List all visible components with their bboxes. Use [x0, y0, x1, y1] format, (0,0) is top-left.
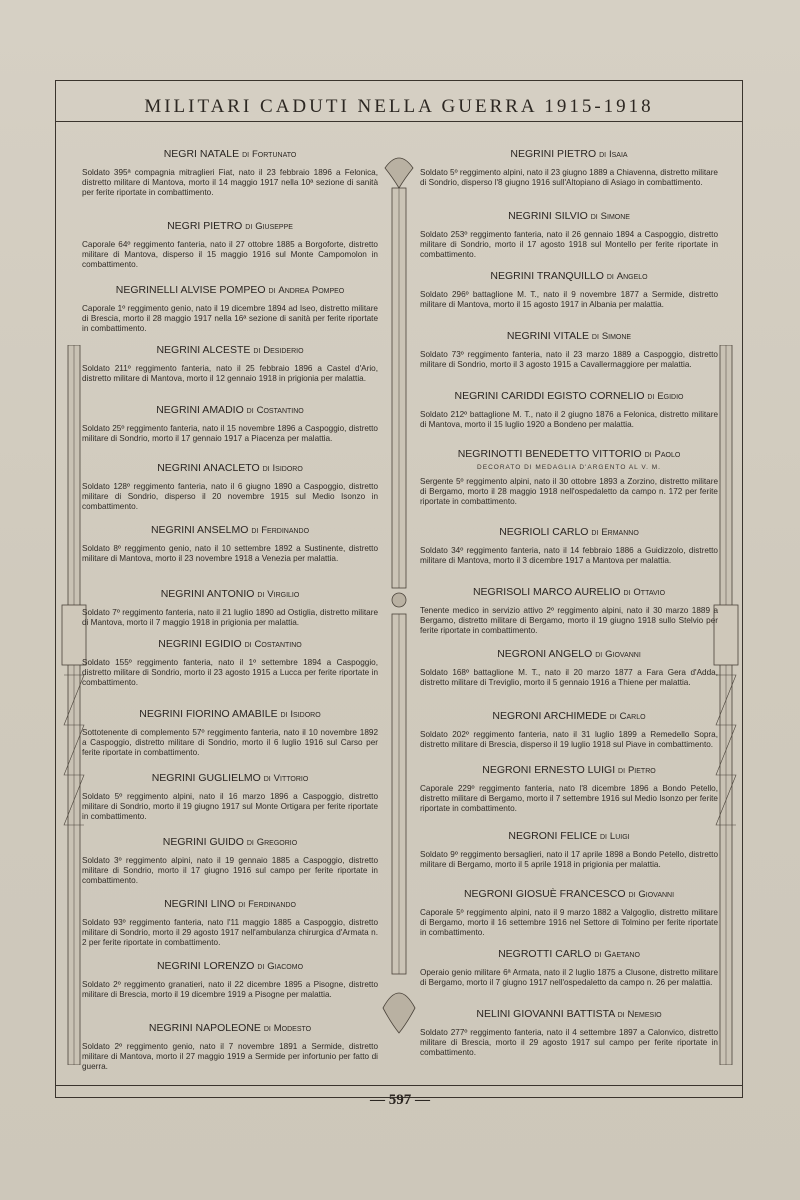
- casualty-bio: Soldato 202º reggimento fanteria, nato il 31 luglio 1899 a Remedello Sopra, distretto militare di Brescia, disperso il 19 luglio 1918 sul Piave in combattimento.: [420, 730, 718, 749]
- casualty-entry: [420, 888, 718, 937]
- casualty-surname: NEGRINI NAPOLEONE: [148, 1022, 261, 1034]
- casualty-di: di: [600, 831, 607, 842]
- casualty-di: di: [644, 449, 652, 460]
- casualty-surname: NEGRINI LINO: [164, 898, 236, 910]
- casualty-surname: NEGRINI SILVIO: [508, 210, 588, 222]
- casualty-name: [82, 960, 378, 972]
- casualty-name: [420, 710, 718, 722]
- casualty-bio: Sottotenente di complemento 57º reggimento fanteria, nato il 10 novembre 1892 a Caspoggio, distretto militare di Sondrio, morto il 6 luglio 1916 sul Carso per ferite riportate in combattimento.: [82, 728, 378, 757]
- casualty-entry: [82, 836, 378, 885]
- casualty-bio: Soldato 155º reggimento fanteria, nato il 1º settembre 1894 a Caspoggio, distretto militare di Sondrio, morto il 23 agosto 1915 a Lucca per ferite riportate in combattimento.: [82, 658, 378, 687]
- casualty-name: [82, 708, 378, 720]
- casualty-father: Fortunato: [252, 149, 297, 160]
- casualty-surname: NEGRONI GIOSUÈ FRANCESCO: [463, 888, 626, 900]
- casualty-bio: Soldato 5º reggimento alpini, nato il 16 marzo 1896 a Caspoggio, distretto militare di Sondrio, morto il 19 giugno 1917 sul Monte Ortigara per ferite riportate in combattimento.: [82, 792, 378, 821]
- casualty-father: Luigi: [609, 831, 630, 842]
- casualty-name: [82, 1022, 378, 1034]
- casualty-di: di: [628, 889, 636, 900]
- casualty-bio: Soldato 7º reggimento fanteria, nato il 21 luglio 1890 ad Ostiglia, distretto militare di Mantova, morto il 7 maggio 1918 in prigionia per malattia.: [82, 608, 378, 627]
- casualty-father: Vittorio: [273, 773, 309, 784]
- casualty-entry: [82, 524, 378, 564]
- casualty-entry: [420, 148, 718, 188]
- casualty-name: [82, 524, 378, 536]
- casualty-father: Simone: [600, 211, 630, 222]
- casualty-di: di: [280, 709, 288, 720]
- casualty-bio: Soldato 277º reggimento fanteria, nato il 4 settembre 1897 a Calonvico, distretto militare di Brescia, morto il 29 agosto 1917 sul campo per ferite riportate in combattimento.: [420, 1028, 718, 1057]
- casualty-di: di: [595, 649, 603, 660]
- casualty-di: di: [242, 149, 250, 160]
- casualty-father: Ottavio: [633, 587, 666, 598]
- casualty-bio: Operaio genio militare 6ª Armata, nato il 2 luglio 1875 a Clusone, distretto militare di Bergamo, morto il 7 giugno 1917 nell'ospedaletto da campo n. 26 per malattia.: [420, 968, 718, 987]
- casualty-surname: NEGRINI ANSELMO: [150, 524, 249, 536]
- casualty-father: Isidoro: [290, 709, 321, 720]
- casualty-name: [82, 148, 378, 160]
- casualty-bio: Soldato 212º battaglione M. T., nato il 2 giugno 1876 a Felonica, distretto militare di Mantova, morto il 15 luglio 1920 a Bondeno per malattia.: [420, 410, 718, 429]
- casualty-father: Isidoro: [272, 463, 303, 474]
- casualty-father: Ferdinando: [261, 525, 310, 536]
- casualty-di: di: [244, 639, 252, 650]
- casualty-entry: [82, 960, 378, 1000]
- casualty-name: [420, 148, 718, 160]
- casualty-bio: Soldato 34º reggimento fanteria, nato il 14 febbraio 1886 a Guidizzolo, distretto militare di Mantova, morto il 3 dicembre 1917 a Mantova per malattia.: [420, 546, 718, 565]
- casualty-father: Gregorio: [256, 837, 298, 848]
- casualty-name: [82, 898, 378, 910]
- casualty-father: Modesto: [273, 1023, 312, 1034]
- casualty-name: [420, 948, 718, 960]
- casualty-di: di: [594, 949, 602, 960]
- casualty-bio: Caporale 5º reggimento alpini, nato il 9 marzo 1882 a Valgoglio, distretto militare di Bergamo, morto il 16 settembre 1916 nel Settore di Tolmino per ferite riportate in combattimento.: [420, 908, 718, 937]
- casualty-bio: Soldato 93º reggimento fanteria, nato l'11 maggio 1885 a Caspoggio, distretto militare di Sondrio, morto il 29 agosto 1917 nell'ambulanza chirurgica d'Armata n. 2 per ferite riportate in combattimento.: [82, 918, 378, 947]
- torch-column-ornament: [379, 148, 419, 1038]
- casualty-name: [420, 764, 718, 776]
- casualty-father: Angelo: [616, 271, 648, 282]
- casualty-name: [82, 220, 378, 232]
- casualty-father: Costantino: [256, 405, 304, 416]
- casualty-surname: NEGROTTI CARLO: [498, 948, 592, 960]
- left-pillar-ornament: [60, 345, 88, 1065]
- casualty-bio: Soldato 5º reggimento alpini, nato il 23 giugno 1889 a Chiavenna, distretto militare di Sondrio, disperso l'8 giugno 1916 sull'Altopiano di Asiago in combattimento.: [420, 168, 718, 187]
- casualty-entry: [420, 390, 718, 430]
- casualty-di: di: [246, 405, 254, 416]
- casualty-entry: [82, 708, 378, 757]
- casualty-surname: NEGRONI ERNESTO LUIGI: [482, 764, 616, 776]
- casualty-surname: NEGRINI AMADIO: [156, 404, 244, 416]
- casualty-name: [420, 830, 718, 842]
- casualty-bio: Soldato 2º reggimento granatieri, nato il 22 dicembre 1895 a Pisogne, distretto militare di Brescia, morto il 19 dicembre 1919 a Pisogne per malattia.: [82, 980, 378, 999]
- decoration-note: DECORATO DI MEDAGLIA D'ARGENTO AL V. M.: [477, 464, 661, 471]
- casualty-entry: [82, 404, 378, 444]
- casualty-entry: [420, 270, 718, 310]
- casualty-di: di: [263, 773, 271, 784]
- casualty-surname: NEGRINI PIETRO: [510, 148, 597, 160]
- casualty-di: di: [618, 765, 626, 776]
- casualty-surname: NEGRINI GUIDO: [162, 836, 244, 848]
- header-rule: [55, 121, 743, 122]
- casualty-name: [82, 344, 378, 356]
- casualty-bio: Soldato 8º reggimento genio, nato il 10 settembre 1892 a Sustinente, distretto militare di Mantova, morto il 23 novembre 1918 a Venezia per malattia.: [82, 544, 378, 563]
- casualty-surname: NEGRINI EGIDIO: [158, 638, 242, 650]
- casualty-entry: [420, 526, 718, 566]
- casualty-name: [82, 638, 378, 650]
- casualty-bio: Soldato 395ª compagnia mitraglieri Fiat, nato il 23 febbraio 1896 a Felonica, distretto militare di Mantova, morto il 14 maggio 1917 nella 10ª sezione di sanità per ferite riportate in combattimento.: [82, 168, 378, 197]
- casualty-father: Simone: [601, 331, 632, 342]
- casualty-name: [420, 390, 718, 402]
- casualty-entry: [420, 448, 718, 506]
- casualty-father: Carlo: [619, 711, 646, 722]
- casualty-name: [82, 404, 378, 416]
- casualty-name: [82, 836, 378, 848]
- casualty-surname: NEGRINOTTI BENEDETTO VITTORIO: [457, 448, 642, 460]
- casualty-entry: [82, 344, 378, 384]
- casualty-surname: NEGRONI ANGELO: [497, 648, 593, 660]
- casualty-father: Giacomo: [267, 961, 304, 972]
- casualty-entry: [82, 898, 378, 947]
- casualty-entry: [82, 588, 378, 628]
- casualty-entry: [420, 1008, 718, 1057]
- casualty-di: di: [245, 221, 253, 232]
- casualty-surname: NEGRINI ALCESTE: [156, 344, 251, 356]
- casualty-surname: NEGRINELLI ALVISE POMPEO: [115, 284, 266, 296]
- casualty-di: di: [257, 589, 265, 600]
- casualty-name: [420, 270, 718, 282]
- casualty-surname: NEGRINI ANTONIO: [160, 588, 255, 600]
- casualty-entry: [82, 1022, 378, 1071]
- casualty-di: di: [246, 837, 254, 848]
- casualty-father: Gaetano: [604, 949, 640, 960]
- casualty-di: di: [238, 899, 246, 910]
- casualty-name: [420, 586, 718, 598]
- casualty-surname: NEGRINI FIORINO AMABILE: [139, 708, 278, 720]
- casualty-di: di: [263, 1023, 271, 1034]
- casualty-entry: [420, 948, 718, 988]
- casualty-name: [82, 772, 378, 784]
- casualty-surname: NEGRINI CARIDDI EGISTO CORNELIO: [454, 390, 645, 402]
- casualty-name: [420, 648, 718, 660]
- casualty-father: Ferdinando: [248, 899, 296, 910]
- casualty-entry: [420, 586, 718, 635]
- casualty-name: [82, 588, 378, 600]
- casualty-father: Isaia: [609, 149, 628, 160]
- casualty-bio: Soldato 2º reggimento genio, nato il 7 novembre 1891 a Sermide, distretto militare di Mantova, morto il 27 maggio 1919 a Sermide per infortunio per fatto di guerra.: [82, 1042, 378, 1071]
- casualty-surname: NEGRINI VITALE: [506, 330, 589, 342]
- casualty-di: di: [591, 527, 599, 538]
- casualty-surname: NEGRINI GUGLIELMO: [151, 772, 261, 784]
- casualty-father: Ermanno: [601, 527, 639, 538]
- footer-rule: [55, 1085, 743, 1086]
- casualty-bio: Caporale 64º reggimento fanteria, nato il 27 ottobre 1885 a Borgoforte, distretto militare di Mantova, disperso il 15 maggio 1916 sul Monte Campomolon in combattimento.: [82, 240, 378, 269]
- casualty-father: Pietro: [627, 765, 656, 776]
- casualty-father: Giovanni: [638, 889, 675, 900]
- running-title: MILITARI CADUTI NELLA GUERRA 1915-1918: [144, 96, 654, 117]
- casualty-bio: Caporale 229º reggimento fanteria, nato l'8 dicembre 1896 a Bondo Petello, distretto militare di Bergamo, morto il 7 settembre 1916 sul Medio Isonzo per ferite riportate in combattimento.: [420, 784, 718, 813]
- casualty-father: Paolo: [654, 449, 681, 460]
- casualty-di: di: [590, 211, 598, 222]
- casualty-surname: NELINI GIOVANNI BATTISTA: [476, 1008, 615, 1020]
- casualty-bio: Soldato 9º reggimento bersaglieri, nato il 17 aprile 1898 a Bondo Petello, distretto militare di Bergamo, morto il 5 aprile 1918 in prigionia per malattia.: [420, 850, 718, 869]
- casualty-di: di: [647, 391, 655, 402]
- casualty-di: di: [591, 331, 599, 342]
- casualty-entry: [82, 220, 378, 269]
- casualty-father: Nemesio: [627, 1009, 662, 1020]
- casualty-surname: NEGRI NATALE: [163, 148, 240, 160]
- casualty-di: di: [251, 525, 259, 536]
- casualty-entry: [420, 330, 718, 370]
- casualty-name: [420, 1008, 718, 1020]
- casualty-entry: [82, 772, 378, 821]
- casualty-bio: Soldato 73º reggimento fanteria, nato il 23 marzo 1889 a Caspoggio, distretto militare di Sondrio, morto il 3 agosto 1915 a Cavallermaggiore per malattia.: [420, 350, 718, 369]
- casualty-di: di: [262, 463, 270, 474]
- casualty-surname: NEGRONI FELICE: [508, 830, 598, 842]
- casualty-di: di: [257, 961, 265, 972]
- casualty-name: [82, 462, 378, 474]
- casualty-surname: NEGRINI TRANQUILLO: [490, 270, 604, 282]
- casualty-bio: Caporale 1º reggimento genio, nato il 19 dicembre 1894 ad Iseo, distretto militare di Brescia, morto il 28 maggio 1917 nella 16ª sezione di sanità per ferite riportate in combattimento.: [82, 304, 378, 333]
- casualty-bio: Soldato 296º battaglione M. T., nato il 9 novembre 1877 a Sermide, distretto militare di Mantova, morto il 15 agosto 1917 in Albania per malattia.: [420, 290, 718, 309]
- casualty-di: di: [623, 587, 631, 598]
- casualty-father: Andrea Pompeo: [278, 285, 345, 296]
- casualty-di: di: [268, 285, 276, 296]
- casualty-entry: [420, 764, 718, 813]
- casualty-name: [420, 210, 718, 222]
- casualty-name: [420, 888, 718, 900]
- casualty-name: [82, 284, 378, 296]
- casualty-father: Egidio: [657, 391, 684, 402]
- casualty-entry: [420, 648, 718, 688]
- casualty-entry: [420, 710, 718, 750]
- casualty-father: Giovanni: [605, 649, 641, 660]
- casualty-surname: NEGRINI LORENZO: [156, 960, 255, 972]
- casualty-father: Giuseppe: [255, 221, 293, 232]
- casualty-father: Desiderio: [263, 345, 304, 356]
- casualty-entry: [82, 148, 378, 197]
- casualty-bio: Soldato 211º reggimento fanteria, nato il 25 febbraio 1896 a Castel d'Ario, distretto militare di Mantova, morto il 12 gennaio 1918 in prigionia per malattia.: [82, 364, 378, 383]
- casualty-surname: NEGRI PIETRO: [167, 220, 243, 232]
- casualty-bio: Soldato 168º battaglione M. T., nato il 20 marzo 1877 a Fara Gera d'Adda, distretto militare di Treviglio, morto il 5 gennaio 1916 a Thiene per malattia.: [420, 668, 718, 687]
- casualty-entry: [82, 462, 378, 511]
- casualty-entry: [420, 210, 718, 259]
- casualty-surname: NEGRISOLI MARCO AURELIO: [472, 586, 621, 598]
- casualty-surname: NEGRINI ANACLETO: [157, 462, 260, 474]
- casualty-entry: [420, 830, 718, 870]
- casualty-surname: NEGRONI ARCHIMEDE: [492, 710, 607, 722]
- casualty-father: Costantino: [254, 639, 302, 650]
- casualty-bio: Soldato 3º reggimento alpini, nato il 19 gennaio 1885 a Caspoggio, distretto militare di Sondrio, morto il 17 giugno 1916 sul campo per ferite riportate in combattimento.: [82, 856, 378, 885]
- casualty-name: [420, 330, 718, 342]
- page-number: — 597 —: [370, 1092, 430, 1108]
- casualty-bio: Soldato 128º reggimento fanteria, nato il 6 giugno 1890 a Caspoggio, distretto militare di Sondrio, disperso il 20 novembre 1915 sul Medio Isonzo in combattimento.: [82, 482, 378, 511]
- casualty-bio: Soldato 25º reggimento fanteria, nato il 15 novembre 1896 a Caspoggio, distretto militare di Sondrio, morto il 17 gennaio 1917 a Piacenza per malattia.: [82, 424, 378, 443]
- casualty-di: di: [617, 1009, 625, 1020]
- casualty-bio: Tenente medico in servizio attivo 2º reggimento alpini, nato il 30 marzo 1889 a Bergamo, distretto militare di Bergamo, morto il 19 giugno 1918 sullo Stelvio per ferite riportate in combattimento.: [420, 606, 718, 635]
- casualty-bio: Soldato 253º reggimento fanteria, nato il 26 gennaio 1894 a Caspoggio, distretto militare di Sondrio, morto il 17 agosto 1918 sul Montello per ferite riportate in combattimento.: [420, 230, 718, 259]
- casualty-father: Virgilio: [267, 589, 300, 600]
- casualty-bio: Sergente 5º reggimento alpini, nato il 30 ottobre 1893 a Zorzino, distretto militare di Bergamo, morto il 28 maggio 1918 nell'ospedaletto da campo n. 172 per ferite riportate in combattimento.: [420, 477, 718, 506]
- casualty-name: [420, 526, 718, 538]
- casualty-surname: NEGRIOLI CARLO: [499, 526, 589, 538]
- casualty-name: [420, 448, 718, 460]
- casualty-di: di: [606, 271, 614, 282]
- casualty-entry: [82, 638, 378, 687]
- casualty-di: di: [253, 345, 261, 356]
- casualty-entry: [82, 284, 378, 333]
- casualty-di: di: [599, 149, 607, 160]
- casualty-di: di: [609, 711, 617, 722]
